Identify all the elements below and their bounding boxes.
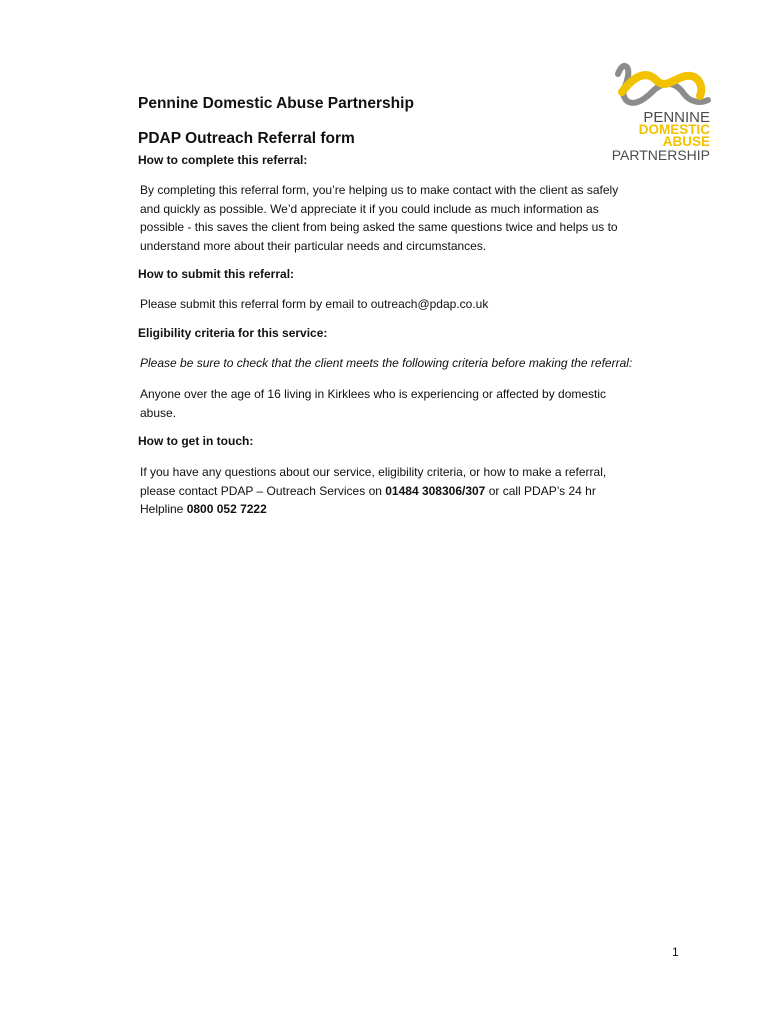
text-line (140, 500, 670, 519)
pdap-logo (612, 62, 717, 164)
page-number: 1 (672, 945, 679, 959)
logo-text-abuse: ABUSE (662, 134, 710, 149)
text-line: Anyone over the age of 16 living in Kirklees who is experiencing or affected by domestic (140, 387, 607, 401)
text-line: By completing this referral form, you’re helping us to make contact with the client as safely (140, 183, 619, 197)
text-line: understand more about their particular needs and circumstances. (140, 238, 487, 253)
logo-text-domestic: DOMESTIC (638, 122, 710, 137)
text-line: and quickly as possible. We’d appreciate it if you could include as much information as (140, 201, 599, 216)
paragraph-eligibility (140, 385, 670, 422)
text-line: abuse. (140, 405, 177, 420)
submit-text: Please submit this referral form by email to outreach@pdap.co.uk (140, 297, 489, 311)
heading-eligibility: Eligibility criteria for this service: (138, 326, 328, 340)
text-line (140, 482, 670, 501)
heading-how-to-complete: How to complete this referral: (138, 153, 308, 167)
heading-how-to-get-in-touch: How to get in touch: (138, 434, 254, 448)
text-fragment: please contact PDAP – Outreach Services on (140, 483, 386, 498)
paragraph-contact (140, 463, 670, 519)
outreach-phone: 01484 308306/307 (385, 483, 486, 498)
org-title: Pennine Domestic Abuse Partnership (138, 95, 414, 112)
helpline-phone: 0800 052 7222 (186, 502, 267, 516)
logo-text-partnership: PARTNERSHIP (612, 147, 710, 163)
heading-how-to-submit: How to submit this referral: (138, 267, 295, 281)
text-line: Please be sure to check that the client meets the following criteria before making the referral: (140, 356, 633, 370)
text-fragment: Helpline (140, 502, 187, 516)
logo-text-pennine: PENNINE (643, 109, 710, 126)
logo-ribbon-gold (622, 75, 701, 96)
text-fragment: or call PDAP’s 24 hr (485, 483, 596, 498)
form-title: PDAP Outreach Referral form (138, 130, 355, 147)
eligibility-note (140, 354, 670, 373)
paragraph-how-to-submit (140, 295, 670, 314)
text-line: If you have any questions about our service, eligibility criteria, or how to make a referral, (140, 465, 607, 479)
text-line: possible - this saves the client from being asked the same questions twice and helps us to (140, 220, 618, 234)
paragraph-how-to-complete (140, 181, 670, 255)
